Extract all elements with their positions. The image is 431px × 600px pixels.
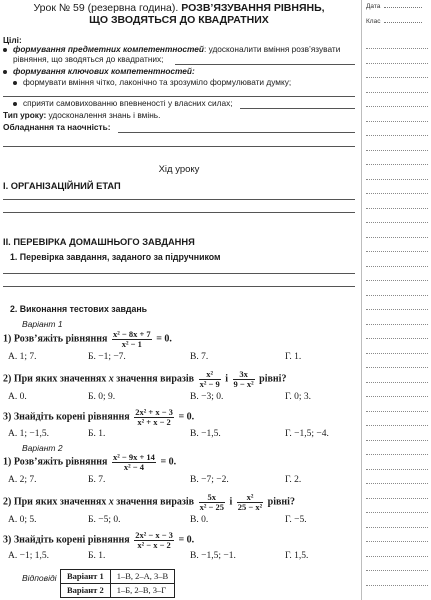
subsection-check: 1. Перевірка завдання, заданого за підручником [10, 252, 221, 262]
note-line [366, 280, 428, 281]
answer-variant: Варіант 2 [61, 584, 111, 598]
note-line [366, 309, 428, 310]
fraction: $\frac{\text{x²}}{\text{25 − x²}}$ [237, 492, 263, 512]
answer-variant: Варіант 1 [61, 570, 111, 584]
goal-confidence [13, 99, 233, 109]
note-line [366, 570, 428, 571]
fraction: $\frac{3x}{\text{9 − x²}}$ [233, 369, 254, 389]
note-line [366, 237, 428, 238]
note-line [366, 179, 428, 180]
note-line [366, 338, 428, 339]
goal-key: формування ключових компетентностей: [3, 67, 195, 77]
option: Б. 1. [88, 429, 106, 439]
note-line [366, 135, 428, 136]
note-line [366, 121, 428, 122]
fraction: $\frac{\text{x² − 8x + 7}}{\text{x² − 1}}$ [112, 329, 151, 349]
goal-key-label: формування ключових компетентностей [13, 66, 192, 76]
note-line [366, 440, 428, 441]
option: А. −1; 1,5. [8, 551, 49, 561]
option: А. 1; −1,5. [8, 429, 49, 439]
note-line [366, 425, 428, 426]
note-line [366, 106, 428, 107]
lesson-type [3, 111, 160, 121]
answers-label: Відповіді [22, 573, 57, 583]
goal-subject-label: формування предметних компетентностей [13, 44, 204, 54]
note-line [366, 266, 428, 267]
answers-table [60, 569, 175, 598]
goal-subject-text: : удосконалити вміння розв’язувати [203, 44, 341, 54]
lesson-title-line1: РОЗВ’ЯЗУВАННЯ РІВНЯНЬ, [181, 2, 325, 14]
option: В. −3; 0. [190, 392, 224, 402]
option: Г. 2. [285, 475, 302, 485]
note-line [366, 541, 428, 542]
v1-question3: 3) Знайдіть корені рівняння $\frac{\text{2x² + x − 3}}{\text{x² + x − 2}}$ = 0. [3, 407, 195, 427]
note-line [366, 527, 428, 528]
option: А. 1; 7. [8, 352, 37, 362]
lesson-title [0, 2, 358, 15]
note-line [366, 48, 428, 49]
note-line [366, 483, 428, 484]
note-line [366, 454, 428, 455]
note-line [366, 469, 428, 470]
section-organizational: I. ОРГАНІЗАЦІЙНИЙ ЕТАП [3, 181, 121, 191]
option: Г. −5. [285, 515, 307, 525]
option: Б. 0; 9. [88, 392, 116, 402]
note-line [366, 556, 428, 557]
option: Б. −1; −7. [88, 352, 126, 362]
v2-question2: 2) При яких значеннях x значення виразів $\frac{5x}{\text{x² − 25}}$ і $\frac{\text{x²}}{\text{25 − x²}}$ рівні? [3, 492, 295, 512]
note-line [366, 411, 428, 412]
note-line [366, 63, 428, 64]
notes-sidebar [364, 0, 431, 600]
option: Б. −5; 0. [88, 515, 121, 525]
goal-key-item [13, 78, 291, 88]
note-line [366, 585, 428, 586]
note-line [366, 498, 428, 499]
option: В. 0. [190, 515, 209, 525]
option: Б. 7. [88, 475, 106, 485]
note-line [366, 512, 428, 513]
answer-value: 1–Б, 2–В, 3–Г [110, 584, 174, 598]
option: Б. 1. [88, 551, 106, 561]
goal-subject-text2: рівняння, що зводяться до квадратних; [13, 54, 164, 64]
note-line [366, 324, 428, 325]
equipment-label: Обладнання та наочність: [3, 122, 111, 132]
note-line [366, 295, 428, 296]
fraction: $\frac{\text{x² − 9x + 14}}{\text{x² − 4}}$ [112, 452, 155, 472]
option: Г. 1,5. [285, 551, 309, 561]
fraction: $\frac{5x}{\text{x² − 25}}$ [199, 492, 224, 512]
subsection-tests: 2. Виконання тестових завдань [10, 304, 148, 314]
option: Г. −1,5; −4. [285, 429, 329, 439]
goals-label: Цілі: [3, 35, 22, 45]
option: В. −1,5; −1. [190, 551, 236, 561]
option: В. −1,5. [190, 429, 221, 439]
lesson-type-text: удосконалення знань і вмінь. [48, 110, 161, 120]
option: В. 7. [190, 352, 209, 362]
option: А. 0. [8, 392, 27, 402]
option: Г. 0; 3. [285, 392, 312, 402]
fraction: $\frac{\text{2x² − x − 3}}{\text{x² − x − 2}}$ [135, 530, 173, 550]
v1-question1: 1) Розв’яжіть рівняння $\frac{\text{x² − 8x + 7}}{\text{x² − 1}}$ = 0. [3, 329, 172, 349]
lesson-title-line2: ЩО ЗВОДЯТЬСЯ ДО КВАДРАТНИХ [89, 14, 269, 26]
note-line [366, 396, 428, 397]
goal-confidence-text: сприяти самовихованню впевненості у власних силах; [23, 98, 233, 108]
bullet-icon [3, 70, 7, 74]
note-line [366, 77, 428, 78]
note-line [366, 251, 428, 252]
note-line [366, 222, 428, 223]
note-line [366, 193, 428, 194]
margin-divider [361, 0, 362, 600]
note-line [366, 382, 428, 383]
bullet-icon [3, 48, 7, 52]
variant2-label: Варіант 2 [22, 443, 63, 453]
class-field [366, 18, 422, 26]
bullet-icon [13, 102, 17, 106]
note-line [366, 208, 428, 209]
table-row [61, 570, 175, 584]
note-line [366, 353, 428, 354]
note-line [366, 164, 428, 165]
section-homework: II. ПЕРЕВІРКА ДОМАШНЬОГО ЗАВДАННЯ [3, 237, 195, 247]
answer-value: 1–В, 2–А, 3–В [110, 570, 174, 584]
option: А. 2; 7. [8, 475, 37, 485]
equipment [3, 123, 110, 133]
fraction: $\frac{\text{2x² + x − 3}}{\text{x² + x − 2}}$ [135, 407, 173, 427]
course-title: Хід уроку [158, 164, 200, 175]
fraction: $\frac{\text{x²}}{\text{x² − 9}}$ [199, 369, 220, 389]
bullet-icon [13, 81, 17, 85]
lesson-type-label: Тип уроку: [3, 110, 47, 120]
table-row [61, 584, 175, 598]
date-field [366, 3, 422, 11]
option: А. 0; 5. [8, 515, 37, 525]
v1-question2: 2) При яких значеннях x значення виразів $\frac{\text{x²}}{\text{x² − 9}}$ і $\frac{3x}{\text{9 − x²}}$ рівні? [3, 369, 287, 389]
variant1-label: Варіант 1 [22, 319, 63, 329]
date-label: Дата [366, 3, 381, 10]
note-line [366, 150, 428, 151]
class-label: Клас [366, 18, 381, 25]
v2-question1: 1) Розв’яжіть рівняння $\frac{\text{x² − 9x + 14}}{\text{x² − 4}}$ = 0. [3, 452, 177, 472]
note-line [366, 92, 428, 93]
option: В. −7; −2. [190, 475, 229, 485]
option: Г. 1. [285, 352, 302, 362]
lesson-number: Урок № 59 (резервна година). [33, 2, 179, 14]
goal-key-text: формувати вміння чітко, лаконічно та зрозуміло формулювати думку; [23, 77, 292, 87]
note-line [366, 367, 428, 368]
v2-question3: 3) Знайдіть корені рівняння $\frac{\text{2x² − x − 3}}{\text{x² − x − 2}}$ = 0. [3, 530, 195, 550]
